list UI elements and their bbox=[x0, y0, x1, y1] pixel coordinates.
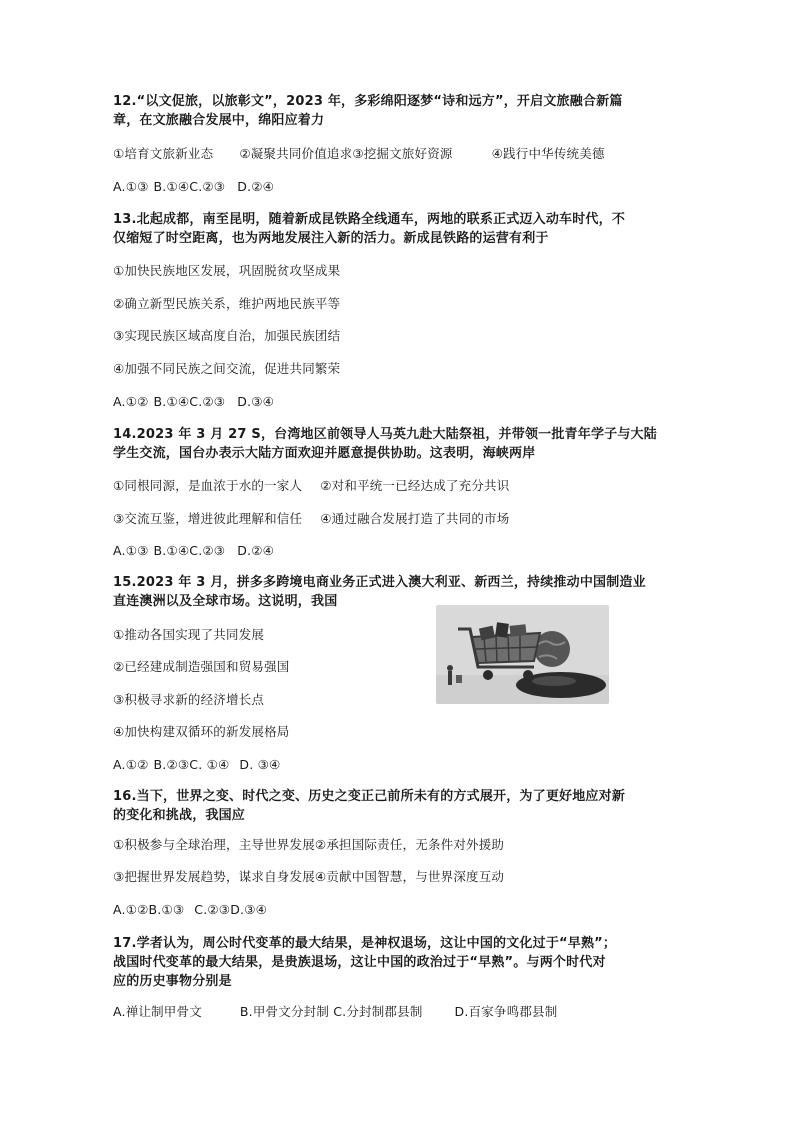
answer-choice: D.百家争鸣郡县制 bbox=[454, 1004, 558, 1019]
question-15-statement-1: ①推动各国实现了共同发展 bbox=[113, 627, 265, 642]
question-13-statement-1: ①加快民族地区发展，巩固脱贫攻坚成果 bbox=[113, 263, 341, 278]
question-16-statements-row-2: ③把握世界发展趋势，谋求自身发展④贡献中国智慧，与世界深度互动 bbox=[113, 869, 505, 884]
shopping-cart-globe-icon bbox=[436, 605, 609, 704]
question-16-answers bbox=[113, 902, 267, 918]
answer-choice: A.①③ bbox=[113, 543, 149, 558]
answer-choice: A.①② bbox=[113, 394, 149, 409]
question-12-answers bbox=[113, 179, 274, 195]
answer-choice: B.①④C.②③ bbox=[153, 543, 226, 558]
statement: ②对和平统一已经达成了充分共识 bbox=[320, 478, 510, 493]
question-12-stem-line-1: 12.“以文促旅，以旅彰文”，2023 年，多彩绵阳逐梦“诗和远方”，开启文旅融合新篇 bbox=[113, 94, 623, 109]
question-13-statement-2: ②确立新型民族关系，维护两地民族平等 bbox=[113, 296, 341, 311]
question-16-statements-row-1: ①积极参与全球治理，主导世界发展②承担国际责任，无条件对外援助 bbox=[113, 837, 505, 852]
question-16-stem-line-2: 的变化和挑战，我国应 bbox=[113, 808, 246, 823]
question-12-statements bbox=[113, 146, 605, 162]
question-13-answers bbox=[113, 394, 274, 410]
answer-choice: D.②④ bbox=[237, 543, 275, 558]
statement: ②凝聚共同价值追求③挖掘文旅好资源 bbox=[239, 146, 453, 161]
question-17-stem-line-3: 应的历史事物分别是 bbox=[113, 974, 232, 989]
answer-choice: D.②④ bbox=[237, 179, 275, 194]
answer-choice: B.①④C.②③ bbox=[153, 394, 226, 409]
answer-choice: B.①④C.②③ bbox=[153, 179, 226, 194]
question-15-answers bbox=[113, 757, 280, 773]
question-14-answers bbox=[113, 543, 274, 559]
question-17-stem-line-2: 战国时代变革的最大结果，是贵族退场，这让中国的政治过于“早熟”。与两个时代对 bbox=[113, 955, 606, 970]
question-17-answers bbox=[113, 1004, 557, 1020]
answer-choice: A.①③ bbox=[113, 179, 149, 194]
answer-choice: D. ③④ bbox=[239, 757, 281, 772]
question-15-stem-line-1: 15.2023 年 3 月，拼多多跨境电商业务正式进入澳大利亚、新西兰，持续推动中国制造业 bbox=[113, 575, 646, 590]
question-12-stem-line-2: 章，在文旅融合发展中，绵阳应着力 bbox=[113, 113, 325, 128]
answer-choice: C.②③D.③④ bbox=[194, 902, 268, 917]
question-17-stem-line-1: 17.学者认为，周公时代变革的最大结果，是神权退场，这让中国的文化过于“早熟”； bbox=[113, 936, 617, 951]
statement: ①培育文旅新业态 bbox=[113, 146, 214, 161]
question-14-statements-row-2 bbox=[113, 511, 509, 527]
answer-choice: A.①② bbox=[113, 757, 149, 772]
question-14-stem-line-2: 学生交流，国台办表示大陆方面欢迎并愿意提供协助。这表明，海峡两岸 bbox=[113, 446, 536, 461]
shopping-cart-illustration bbox=[436, 605, 609, 704]
question-14-statements-row-1 bbox=[113, 478, 509, 494]
answer-choice: D.③④ bbox=[237, 394, 275, 409]
question-13-stem-line-2: 仅缩短了时空距离，也为两地发展注入新的活力。新成昆铁路的运营有利于 bbox=[113, 231, 549, 246]
question-13-statement-4: ④加强不同民族之间交流，促进共同繁荣 bbox=[113, 361, 341, 376]
question-15-stem-line-2: 直连澳洲以及全球市场。这说明，我国 bbox=[113, 594, 338, 609]
question-13-statement-3: ③实现民族区域高度自治，加强民族团结 bbox=[113, 328, 341, 343]
question-15-statement-2: ②已经建成制造强国和贸易强国 bbox=[113, 659, 290, 674]
answer-choice: A.①②B.①③ bbox=[113, 902, 185, 917]
statement: ①同根同源，是血浓于水的一家人 bbox=[113, 478, 303, 493]
question-13-stem-line-1: 13.北起成都，南至昆明，随着新成昆铁路全线通车，两地的联系正式迈入动车时代，不 bbox=[113, 212, 626, 227]
statement: ④践行中华传统美德 bbox=[491, 146, 605, 161]
statement: ④通过融合发展打造了共同的市场 bbox=[320, 511, 510, 526]
question-16-stem-line-1: 16.当下，世界之变、时代之变、历史之变正己前所未有的方式展开，为了更好地应对新 bbox=[113, 789, 626, 804]
answer-choice: B.②③C. ①④ bbox=[153, 757, 230, 772]
question-14-stem-line-1: 14.2023 年 3 月 27 S，台湾地区前领导人马英九赴大陆祭祖，并带领一批青年学子与大陆 bbox=[113, 427, 657, 442]
question-15-statement-3: ③积极寻求新的经济增长点 bbox=[113, 692, 265, 707]
question-15-statement-4: ④加快构建双循环的新发展格局 bbox=[113, 724, 290, 739]
statement: ③交流互鉴，增进彼此理解和信任 bbox=[113, 511, 303, 526]
answer-choice: A.禅让制甲骨文 bbox=[113, 1004, 202, 1019]
answer-choice: B.甲骨文分封制 C.分封制郡县制 bbox=[239, 1004, 423, 1019]
